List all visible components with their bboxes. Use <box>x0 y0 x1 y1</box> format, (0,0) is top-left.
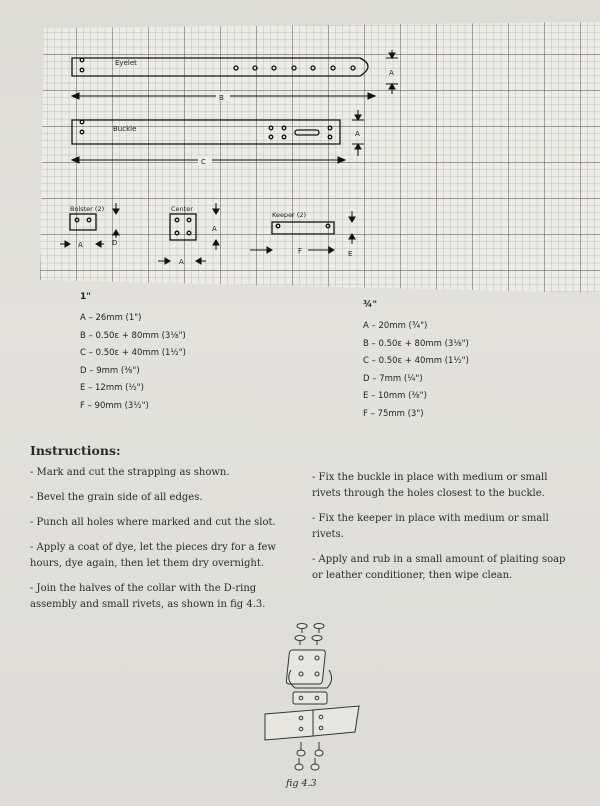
instructions-left-column <box>30 465 300 622</box>
instruction-step: - Apply a coat of dye, let the pieces dry for a few hours, dye again, then let them dry overnight. <box>30 542 276 569</box>
spec-line: A – 26mm (1") <box>80 313 142 323</box>
spec-line: D – 7mm (¼") <box>363 373 423 384</box>
dim-e-label: E <box>348 250 353 258</box>
instruction-step: - Apply and rub in a small amount of plaiting soap or leather conditioner, then wipe clean. <box>312 554 566 581</box>
spec-line: F – 75mm (3") <box>363 408 424 419</box>
center-label: Center <box>171 205 193 213</box>
spec-heading: ¾" <box>363 300 378 310</box>
dim-b-label: B <box>219 94 224 102</box>
figure-caption: fig 4.3 <box>286 778 317 789</box>
spec-line: A – 20mm (¾") <box>363 321 428 331</box>
dim-a-label-center-h: A <box>179 258 184 266</box>
pattern-diagram <box>40 18 600 293</box>
dim-c-label: C <box>201 158 206 166</box>
keeper-label: Keeper (2) <box>272 211 307 219</box>
spec-line: E – 12mm (½") <box>80 383 144 393</box>
spec-line: C – 0.50ε + 40mm (1½") <box>363 356 469 366</box>
spec-line: E – 10mm (⅜") <box>363 391 427 401</box>
instruction-step: - Join the halves of the collar with the D-ring assembly and small rivets, as shown in fig 4.3. <box>30 583 266 610</box>
spec-one-inch <box>80 292 186 415</box>
spec-heading: 1" <box>80 292 91 302</box>
instructions-right-column <box>312 470 572 593</box>
dim-a-label-center-v: A <box>212 225 217 233</box>
spec-line: B – 0.50ε + 80mm (3⅛") <box>80 330 186 341</box>
instruction-step: - Fix the buckle in place with medium or small rivets through the holes closest to the buckle. <box>312 472 548 499</box>
instruction-step: - Fix the keeper in place with medium or small rivets. <box>312 513 549 540</box>
bolster-label: Bolster (2) <box>70 205 105 213</box>
dim-a-label-buckle: A <box>355 130 360 138</box>
figure-4-3 <box>255 618 375 783</box>
spec-three-quarter-inch <box>363 300 469 423</box>
spec-line: B – 0.50ε + 80mm (3⅛") <box>363 338 469 349</box>
instruction-step: - Bevel the grain side of all edges. <box>30 492 203 503</box>
rivet-assembly-illustration <box>255 618 375 783</box>
instructions-title: Instructions: <box>30 443 121 458</box>
pattern-grid <box>40 18 600 293</box>
dim-d-label: D <box>112 239 118 247</box>
spec-line: F – 90mm (3½") <box>80 400 149 411</box>
instruction-step: - Punch all holes where marked and cut the slot. <box>30 517 276 528</box>
eyelet-label: Eyelet <box>115 59 137 67</box>
buckle-label: Buckle <box>113 125 137 133</box>
instruction-step: - Mark and cut the strapping as shown. <box>30 467 230 478</box>
spec-line: D – 9mm (⅜") <box>80 365 140 376</box>
spec-line: C – 0.50ε + 40mm (1½") <box>80 348 186 358</box>
dim-a-label-bolster: A <box>78 241 83 249</box>
dim-f-label: F <box>298 247 303 255</box>
dim-a-label-eyelet: A <box>389 69 394 77</box>
